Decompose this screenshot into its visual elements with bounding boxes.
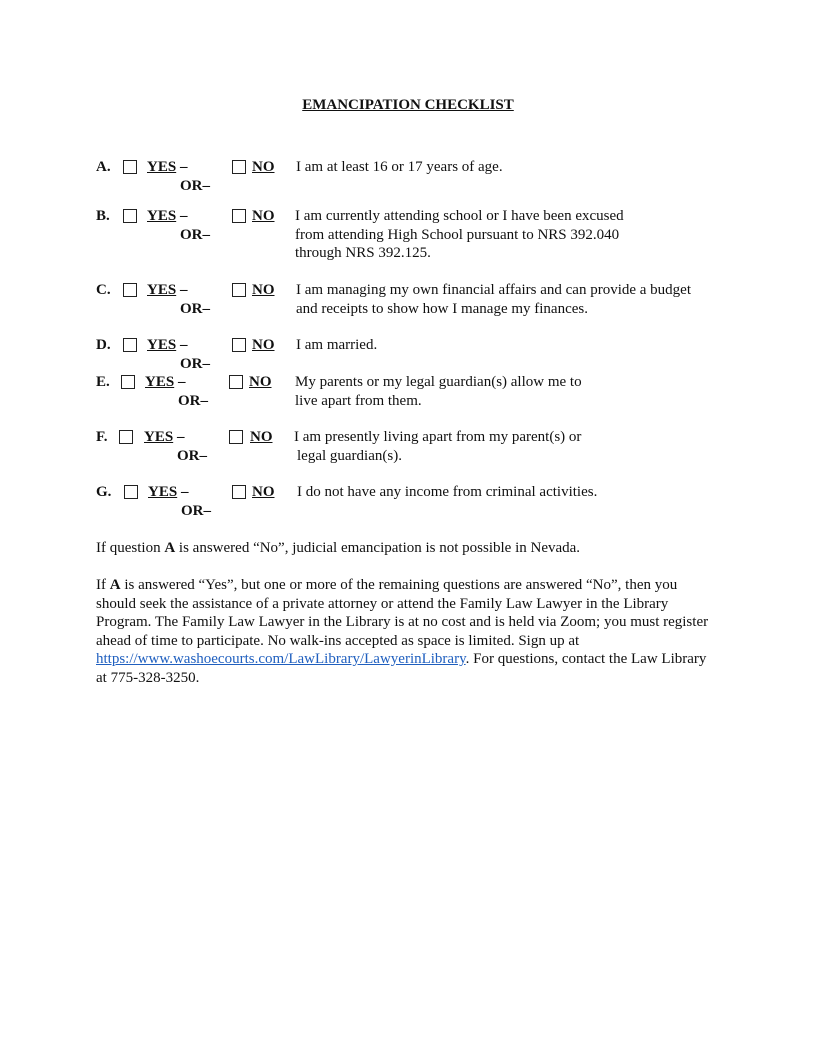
- statement-line: I am presently living apart from my parent(s) or: [294, 429, 582, 445]
- yes-label: YES: [145, 374, 175, 390]
- no-checkbox[interactable]: [232, 283, 246, 297]
- yes-checkbox[interactable]: [124, 485, 138, 499]
- yes-checkbox[interactable]: [123, 209, 137, 223]
- no-checkbox[interactable]: [232, 160, 246, 174]
- no-checkbox[interactable]: [229, 430, 243, 444]
- item-statement: [296, 158, 736, 177]
- statement-line: from attending High School pursuant to NRS 392.040: [295, 226, 620, 243]
- yes-checkbox[interactable]: [123, 283, 137, 297]
- statement-line: and receipts to show how I manage my finances.: [296, 300, 588, 317]
- or-label: –OR–: [178, 374, 208, 409]
- item-letter: A.: [96, 159, 111, 175]
- statement-line: through NRS 392.125.: [295, 245, 431, 261]
- item-letter: E.: [96, 374, 110, 390]
- item-letter: D.: [96, 337, 111, 353]
- note-text: is answered “Yes”, but one or more of the remaining questions are answered “No”, then you should seek the assistance of a private attorney or attend the Family Law Lawyer in the Library Program. The Family Law Lawyer in the Library is at no cost and is held via Zoom; you must register ahead of time to participate. No walk-ins accepted as space is limited. Sign up at: [96, 577, 709, 649]
- or-label: –OR–: [181, 484, 211, 519]
- item-letter: B.: [96, 208, 110, 224]
- no-label: NO: [252, 159, 275, 175]
- yes-checkbox[interactable]: [119, 430, 133, 444]
- no-checkbox[interactable]: [229, 375, 243, 389]
- note-question-a: [96, 539, 720, 558]
- no-checkbox[interactable]: [232, 338, 246, 352]
- yes-label: YES: [147, 159, 177, 175]
- no-label: NO: [252, 282, 275, 298]
- item-letter: G.: [96, 484, 112, 500]
- item-statement: [295, 207, 735, 263]
- statement-line: I do not have any income from criminal activities.: [297, 484, 598, 500]
- statement-line: My parents or my legal guardian(s) allow me to: [295, 374, 582, 390]
- yes-checkbox[interactable]: [121, 375, 135, 389]
- yes-label: YES: [144, 429, 174, 445]
- statement-line: live apart from them.: [295, 392, 422, 409]
- statement-line: I am at least 16 or 17 years of age.: [296, 159, 503, 175]
- note-text: . For questions, contact the Law Library at 775-328-3250.: [96, 651, 707, 686]
- or-label: –OR–: [177, 429, 207, 464]
- no-label: NO: [252, 337, 275, 353]
- item-statement: [296, 336, 736, 355]
- note-bold: A: [109, 577, 121, 593]
- or-label: –OR–: [180, 208, 210, 243]
- note-text: is answered “No”, judicial emancipation is not possible in Nevada.: [175, 540, 581, 556]
- note-text: If question: [96, 540, 165, 556]
- or-label: –OR–: [180, 159, 210, 194]
- yes-label: YES: [147, 208, 177, 224]
- no-label: NO: [252, 208, 275, 224]
- lawyer-in-library-link[interactable]: https://www.washoecourts.com/LawLibrary/LawyerinLibrary: [96, 651, 466, 667]
- item-letter: F.: [96, 429, 108, 445]
- item-statement: [294, 428, 734, 465]
- item-statement: [296, 281, 736, 318]
- or-label: –OR–: [180, 337, 210, 372]
- no-checkbox[interactable]: [232, 209, 246, 223]
- item-statement: [297, 483, 737, 502]
- no-label: NO: [252, 484, 275, 500]
- item-statement: [295, 373, 735, 410]
- no-label: NO: [249, 374, 272, 390]
- yes-checkbox[interactable]: [123, 160, 137, 174]
- or-label: –OR–: [180, 282, 210, 317]
- note-bold: A: [164, 540, 176, 556]
- no-label: NO: [250, 429, 273, 445]
- note-text: If: [96, 577, 110, 593]
- no-checkbox[interactable]: [232, 485, 246, 499]
- statement-line: legal guardian(s).: [297, 447, 402, 464]
- yes-label: YES: [147, 282, 177, 298]
- statement-line: I am currently attending school or I have been excused: [295, 208, 624, 224]
- yes-label: YES: [147, 337, 177, 353]
- yes-checkbox[interactable]: [123, 338, 137, 352]
- item-letter: C.: [96, 282, 111, 298]
- page-title: EMANCIPATION CHECKLIST: [302, 97, 514, 113]
- yes-label: YES: [148, 484, 178, 500]
- note-remaining-questions: [96, 576, 720, 687]
- statement-line: I am managing my own financial affairs and can provide a budget: [296, 282, 692, 298]
- statement-line: I am married.: [296, 337, 378, 353]
